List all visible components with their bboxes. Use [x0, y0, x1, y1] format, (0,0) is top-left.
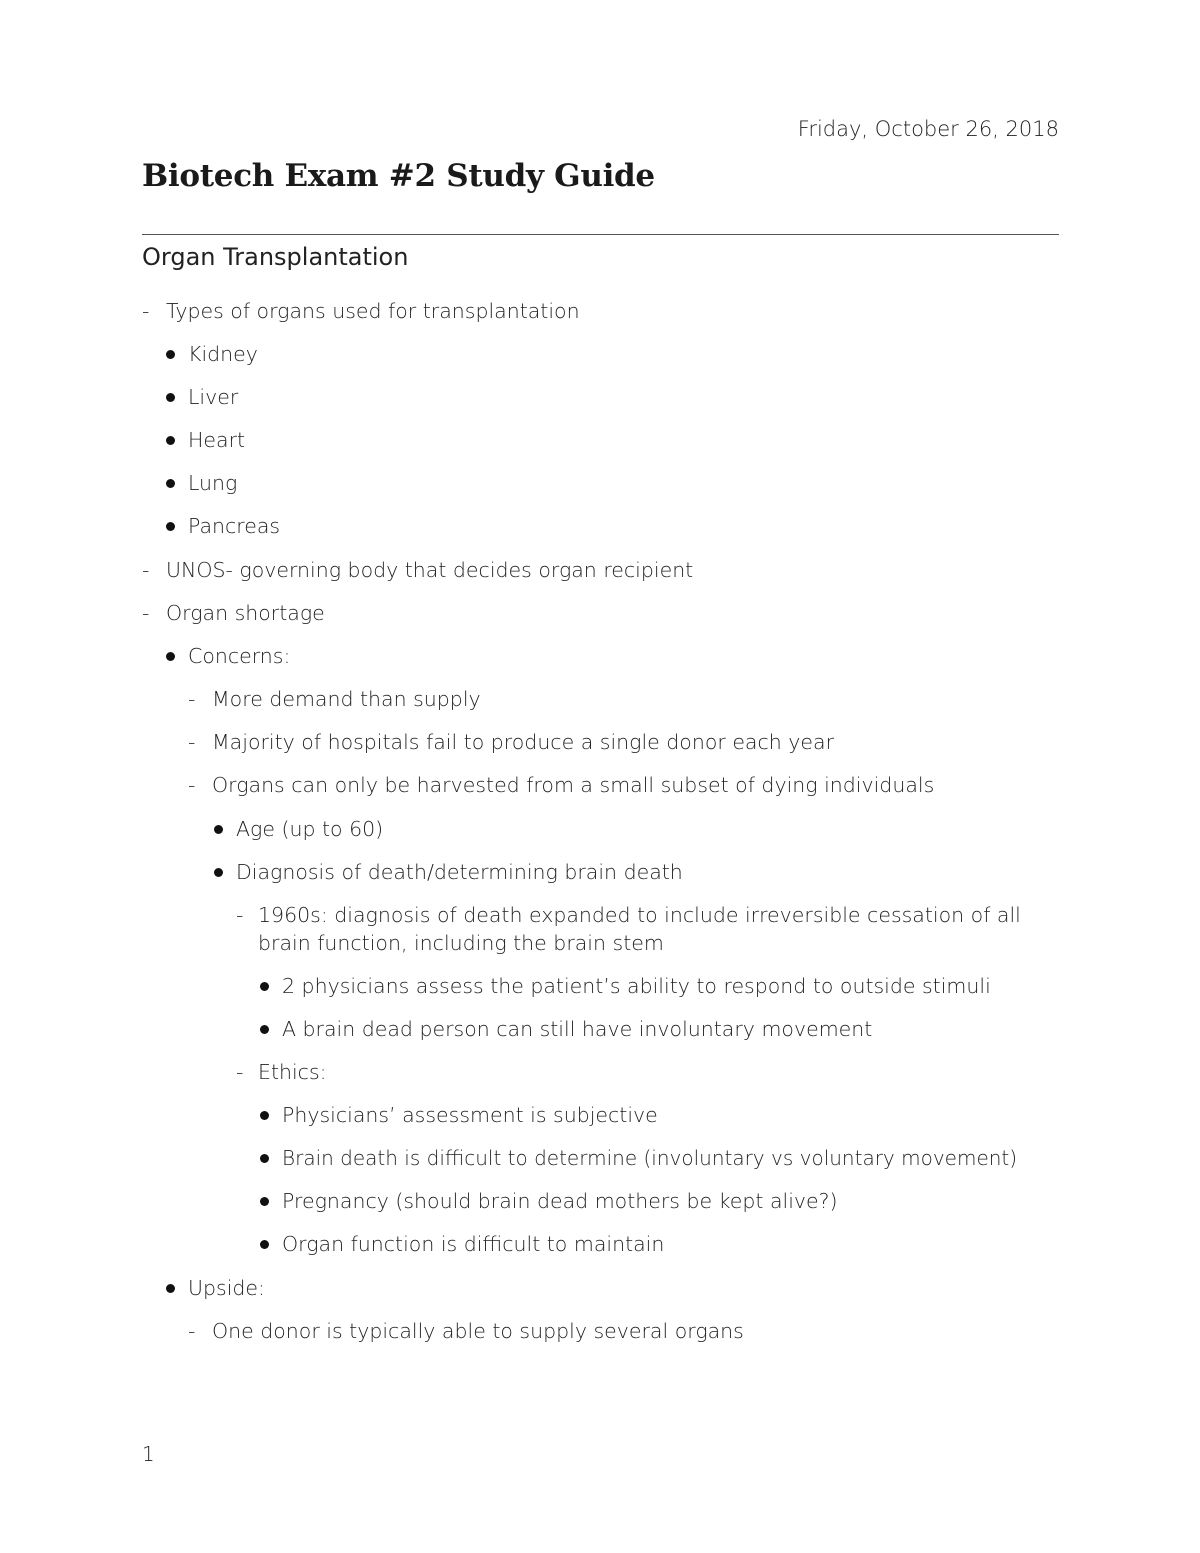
item-text: Physicians’ assessment is subjective — [282, 1103, 658, 1127]
outline-item — [188, 685, 1048, 713]
outline-item — [260, 1101, 1050, 1129]
bullet-icon — [260, 1240, 269, 1249]
outline-item — [260, 972, 1050, 1000]
title-divider — [142, 234, 1059, 235]
bullet-icon — [166, 350, 175, 359]
outline-item — [142, 599, 1042, 627]
outline-item — [260, 1015, 1050, 1043]
bullet-icon — [260, 1197, 269, 1206]
outline-item — [236, 1058, 1036, 1086]
outline-item — [214, 858, 1044, 886]
outline-item — [142, 556, 1042, 584]
item-text: Kidney — [188, 342, 258, 366]
item-text: One donor is typically able to supply several organs — [212, 1319, 744, 1343]
dash-marker: - — [188, 773, 196, 797]
bullet-icon — [166, 436, 175, 445]
item-text: Concerns: — [188, 644, 291, 668]
dash-marker: - — [142, 299, 150, 323]
item-text: Organs can only be harvested from a small subset of dying individuals — [212, 773, 935, 797]
item-text: Age (up to 60) — [236, 817, 384, 841]
item-text: UNOS- governing body that decides organ recipient — [166, 558, 694, 582]
item-text: Pregnancy (should brain dead mothers be kept alive?) — [282, 1189, 838, 1213]
bullet-icon — [214, 868, 223, 877]
dash-marker: - — [188, 1319, 196, 1343]
item-text: 1960s: diagnosis of death expanded to include irreversible cessation of all brain function, including the brain stem — [258, 903, 1021, 955]
outline-item — [166, 383, 1046, 411]
outline-item — [166, 642, 1046, 670]
dash-marker: - — [142, 558, 150, 582]
item-text: Majority of hospitals fail to produce a single donor each year — [212, 730, 835, 754]
bullet-icon — [166, 522, 175, 531]
bullet-icon — [166, 393, 175, 402]
bullet-icon — [260, 1025, 269, 1034]
document-title: Biotech Exam #2 Study Guide — [142, 158, 655, 194]
outline-item — [188, 1317, 1048, 1345]
dash-marker: - — [236, 903, 244, 927]
item-text: Brain death is difficult to determine (involuntary vs voluntary movement) — [282, 1146, 1018, 1170]
bullet-icon — [166, 479, 175, 488]
item-text: More demand than supply — [212, 687, 481, 711]
bullet-icon — [214, 825, 223, 834]
outline-item — [236, 901, 1026, 957]
item-text: Liver — [188, 385, 239, 409]
bullet-icon — [166, 1284, 175, 1293]
dash-marker: - — [188, 730, 196, 754]
item-text: Heart — [188, 428, 246, 452]
document-date: Friday, October 26, 2018 — [797, 117, 1059, 141]
outline-item — [188, 771, 1048, 799]
dash-marker: - — [142, 601, 150, 625]
outline-item — [260, 1187, 1050, 1215]
outline-item — [166, 426, 1046, 454]
outline-item — [166, 340, 1046, 368]
item-text: A brain dead person can still have involuntary movement — [282, 1017, 873, 1041]
item-text: Ethics: — [258, 1060, 327, 1084]
item-text: Types of organs used for transplantation — [166, 299, 580, 323]
outline-item — [260, 1230, 1050, 1258]
bullet-icon — [166, 652, 175, 661]
dash-marker: - — [188, 687, 196, 711]
outline-item — [214, 815, 1044, 843]
section-heading: Organ Transplantation — [142, 243, 409, 271]
item-text: Diagnosis of death/determining brain death — [236, 860, 683, 884]
outline-item — [166, 1274, 1046, 1302]
outline-item — [166, 469, 1046, 497]
bullet-icon — [260, 1154, 269, 1163]
dash-marker: - — [236, 1060, 244, 1084]
outline-item — [260, 1144, 1050, 1172]
item-text: Pancreas — [188, 514, 281, 538]
outline-item — [142, 297, 1042, 325]
outline-item — [166, 512, 1046, 540]
outline-item — [188, 728, 1048, 756]
item-text: Upside: — [188, 1276, 265, 1300]
page-number: 1 — [142, 1442, 155, 1466]
item-text: Organ function is difficult to maintain — [282, 1232, 665, 1256]
bullet-icon — [260, 1111, 269, 1120]
bullet-icon — [260, 982, 269, 991]
item-text: Organ shortage — [166, 601, 325, 625]
item-text: Lung — [188, 471, 238, 495]
item-text: 2 physicians assess the patient’s ability to respond to outside stimuli — [282, 974, 991, 998]
